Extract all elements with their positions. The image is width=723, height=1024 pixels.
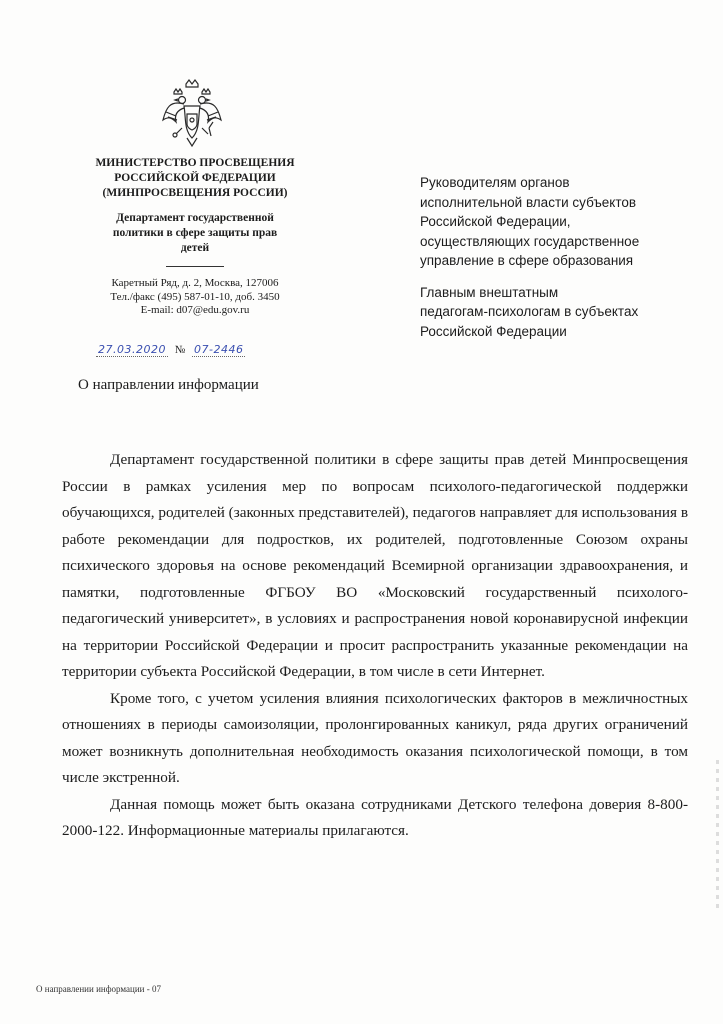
recipient-line: педагогам-психологам в субъектах	[420, 304, 639, 319]
phone-line: Тел./факс (495) 587-01-10, доб. 3450	[110, 290, 280, 303]
recipients-block	[420, 173, 700, 341]
registration-date: 27.03.2020	[98, 343, 166, 356]
recipient-line: Главным внештатным	[420, 284, 559, 300]
letter-body	[62, 447, 688, 845]
registration-number-label: №	[174, 344, 186, 356]
body-paragraph: Кроме того, с учетом усиления влияния психологических факторов в межличностных отношениях в периоды самоизоляции, пролонгированных каникул, ряда других ограничений может возникнуть дополнительная необходимость оказания психологической помощи, в том числе экстренной.	[62, 689, 688, 786]
body-paragraph: Данная помощь может быть оказана сотрудниками Детского телефона доверия 8-800-2000-122. Информационные материалы прилагаются.	[62, 795, 688, 839]
recipient-line: осуществляющих государственное	[420, 233, 640, 249]
ministry-name-line: (МИНПРОСВЕЩЕНИЯ РОССИИ)	[102, 187, 288, 199]
registration-number: 07-2446	[193, 343, 244, 356]
department-name-line: политики в сфере защиты прав	[112, 227, 278, 239]
registration-line	[96, 343, 296, 356]
body-paragraph: Департамент государственной политики в сфере защиты прав детей Минпросвещения России в рамках усиления мер по вопросам психолого-педагогической поддержки обучающихся, родителей (законных представителей), педагогов направляет для использования в работе рекомендации для подростков, их родителей, подготовленные Союзом охраны психического здоровья на основе рекомендаций Всемирной организации здравоохранения, и памятки, подготовленные ФГБОУ ВО «Московский государственный психолого-педагогический университет», в условиях и распространения новой коронавирусной инфекции на территории Российской Федерации и просит распространить указанные рекомендации на территории субъекта Российской Федерации, в том числе в сети Интернет.	[62, 451, 688, 680]
document-footer: О направлении информации - 07	[36, 984, 161, 994]
recipient-line: Российской Федерации	[420, 323, 567, 339]
recipient-group	[420, 283, 700, 342]
letter-subject: О направлении информации	[78, 377, 259, 393]
recipient-line: исполнительной власти субъектов	[420, 194, 637, 210]
email-line: E-mail: d07@edu.gov.ru	[140, 304, 250, 316]
contact-details	[72, 277, 318, 318]
scan-edge-artifact	[716, 760, 719, 910]
recipient-line: Российской Федерации,	[420, 214, 571, 229]
department-name	[72, 211, 318, 256]
ministry-name-line: МИНИСТЕРСТВО ПРОСВЕЩЕНИЯ	[95, 157, 295, 169]
letterhead	[72, 156, 318, 318]
department-name-line: Департамент государственной	[116, 212, 274, 224]
recipient-line: управление в сфере образования	[420, 253, 634, 268]
department-name-line: детей	[180, 242, 210, 254]
address-line: Каретный Ряд, д. 2, Москва, 127006	[111, 277, 279, 289]
recipient-line: Руководителям органов	[420, 175, 570, 190]
recipient-group	[420, 173, 700, 271]
coat-of-arms-emblem-icon	[160, 78, 224, 150]
ministry-name	[72, 156, 318, 201]
ministry-name-line: РОССИЙСКОЙ ФЕДЕРАЦИИ	[114, 172, 276, 184]
letterhead-divider	[166, 266, 224, 267]
